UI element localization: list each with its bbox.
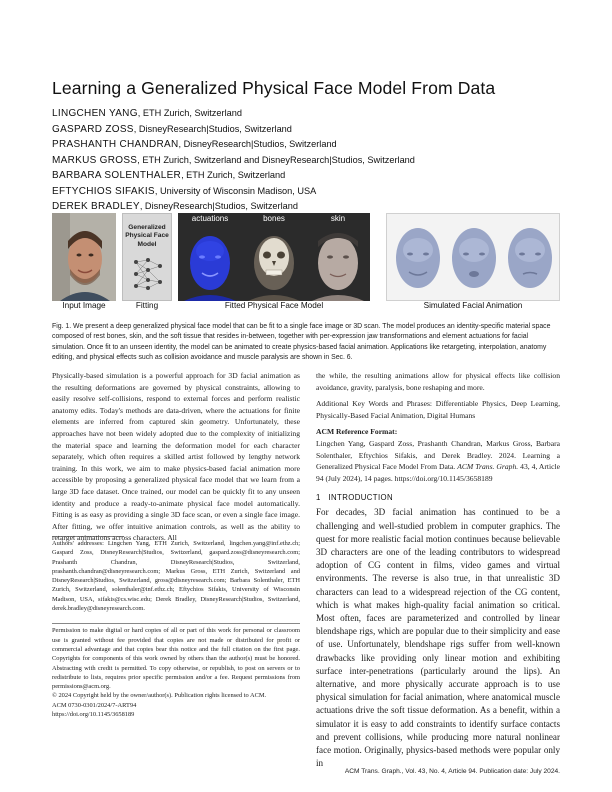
author-affiliation: , DisneyResearch|Studios, Switzerland <box>133 123 292 134</box>
simulated-animation-label: Simulated Facial Animation <box>423 301 523 310</box>
author-name: BARBARA SOLENTHALER <box>52 170 182 181</box>
input-face-photo <box>52 213 116 301</box>
author-name: GASPARD ZOSS <box>52 123 134 135</box>
author-line <box>52 184 572 200</box>
skin-face-render <box>306 213 370 301</box>
author-line <box>52 153 572 169</box>
author-line <box>52 137 572 153</box>
bones-face-render <box>242 213 306 301</box>
right-column <box>316 370 560 770</box>
actuations-label: actuations <box>191 214 229 223</box>
page-footer: ACM Trans. Graph., Vol. 43, No. 4, Article 94. Publication date: July 2024. <box>344 768 560 775</box>
reference-journal: ACM Trans. Graph. <box>457 462 519 472</box>
section-title: INTRODUCTION <box>328 493 394 503</box>
introduction-text: For decades, 3D facial animation has continued to be a challenging and well-studied problem in computer graphics. The quest for more realistic facial motion continues because believable 3D characters are one of the leading contributors to widespread adoption of CG content in films, video games and virtual environments. The reverse is also true, in that unrealistic 3D characters can lead to a widespread rejection of the CG content, which is what makes high-quality facial animation so critical. Most often, faces are parameterized and controlled by linear blendshape rigs, which are popular due to their simplicity and ease of use. Unfortunately, blendshape rigs suffer from well-known drawbacks like providing only linear motion and exhibiting surface inter-penetrations (particularly around the lips). An alternative, and more physically accurate approach is to use physical simulation for facial animation, where anatomical muscle actuations drive the soft tissue deformation. As a benefit, within a simulator it is easy to add constraints to identify surface contacts and prevent collisions, while producing more natural nonlinear face motion. Originally, physics-based methods were popular only in <box>316 507 560 769</box>
simulated-panel <box>386 213 560 301</box>
author-name: MARKUS GROSS <box>52 154 138 166</box>
author-affiliation: , DisneyResearch|Studios, Switzerland <box>178 139 337 149</box>
paper-title: Learning a Generalized Physical Face Model From Data <box>52 78 496 98</box>
reference-format <box>316 438 560 484</box>
author-name: LINGCHEN YANG <box>52 108 138 119</box>
model-box <box>122 213 172 301</box>
section-number: 1 <box>316 493 321 503</box>
neural-network-icon <box>123 254 172 294</box>
author-line <box>52 106 572 122</box>
permission-divider <box>52 623 300 624</box>
abstract-continuation: the while, the resulting animations allow for physical effects like collision avoidance, gravity, paralysis, bone reshaping and more. <box>316 371 560 392</box>
model-box-label: Generalized Physical Face Model <box>125 224 169 248</box>
copyright-note: © 2024 Copyright held by the owner/author(s). Publication rights licensed to ACM. <box>52 692 267 700</box>
keywords: Additional Key Words and Phrases: Differentiable Physics, Deep Learning, Physically-Based Facial Animation, Digital Humans <box>316 399 560 420</box>
author-affiliation: , DisneyResearch|Studios, Switzerland <box>139 201 298 211</box>
actuations-panel <box>178 213 242 301</box>
abstract-text: Physically-based simulation is a powerful approach for 3D facial animation as the resulting deformations are governed by physical constraints, allowing to easily resolve self-collisions, respond to external forces and perform realistic anatomy edits. Today's methods are data-driven, where the actuations for finite elements are inferred from captured skin geometry. Unfortunately, these approaches have not been widely adopted due to the complexity of initializing the material space and learning the deformation model for each character separately, which often requires a skilled artist followed by lengthy network training. In this work, we aim to make physics-based facial animation more accessible by proposing a generalized physical face model that we learn from a large 3D face dataset. Once trained, our model can be quickly fit to any unseen identity and produce a ready-to-animate physical face model automatically. Fitting is as easy as providing a single 3D face scan, or even a single face image. After fitting, we offer intuitive animation controls, as well as the ability to retarget animations across characters. All <box>52 371 300 543</box>
author-name: PRASHANTH CHANDRAN <box>52 139 179 150</box>
skin-panel <box>306 213 370 301</box>
author-affiliation: , ETH Zurich, Switzerland and DisneyResearch|Studios, Switzerland <box>137 154 415 165</box>
bones-label: bones <box>263 214 285 223</box>
fitted-model-label: Fitted Physical Face Model <box>224 301 324 310</box>
reference-details: 43, 4, Article 94 (July 2024), 14 pages. https://doi.org/10.1145/3658189 <box>316 462 561 483</box>
issn-note: ACM 0730-0301/2024/7-ART94 <box>52 701 137 709</box>
teaser-figure <box>52 213 560 301</box>
figure-caption: Fig. 1. We present a deep generalized physical face model that can be fit to a single face image or 3D scan. The model produces an identity-specific material space composed of rest bones, skin, and the soft tissue that resides in-between, together with per-expression jaw transformations and element actuations for facial simulation. Once fit to an unseen identity, the model can be animated to create physics-based facial animation. Applications like retargeting, interpolation, anatomy editing, and physical effects such as collision avoidance and muscle paralysis are shown in Sec. 6. <box>52 323 551 361</box>
author-affiliation: , ETH Zurich, Switzerland <box>181 170 286 180</box>
author-line <box>52 122 572 138</box>
author-affiliation: , University of Wisconsin Madison, USA <box>154 185 317 196</box>
bones-panel <box>242 213 306 301</box>
input-image-label: Input Image <box>62 301 106 310</box>
fitting-label: Fitting <box>135 301 159 310</box>
author-addresses-note: Authors' addresses: Lingchen Yang, ETH Zurich, Switzerland, lingchen.yang@inf.ethz.ch; Gaspard Zoss, DisneyResearch|Studios, Switzerland, gaspard.zoss@disneyresearch.com; Prashanth Chandran, DisneyResearch|Studios, Switzerland, prashanth.chandran@disneyresearch.com; Markus Gross, ETH Zurich, Switzerland and DisneyResearch|Studios, Switzerland, gross@disneyresearch.com; Barbara Solenthaler, ETH Zurich, Switzerland, solenthaler@inf.ethz.ch; Eftychios Sifakis, University of Wisconsin Madison, USA, sifakis@cs.wisc.edu; Derek Bradley, DisneyResearch|Studios, Switzerland, derek.bradley@disneyresearch.com. <box>52 540 300 613</box>
author-line <box>52 168 572 184</box>
author-affiliation: , ETH Zurich, Switzerland <box>137 108 242 118</box>
actuations-face-render <box>178 213 242 301</box>
section-heading <box>316 493 560 502</box>
reference-text: Lingchen Yang, Gaspard Zoss, Prashanth Chandran, Markus Gross, Barbara Solenthaler, Eftychios Sifakis, and Derek Bradley. 2024. Learning a Generalized Physical Face Model From Data. <box>316 438 560 472</box>
reference-heading: ACM Reference Format: <box>316 427 398 437</box>
author-list <box>52 106 572 215</box>
simulated-faces-render <box>387 214 560 301</box>
permission-note: Permission to make digital or hard copies of all or part of this work for personal or classroom use is granted without fee provided that copies are not made or distributed for profit or commercial advantage and that copies bear this notice and the full citation on the first page. Copyrights for components of this work owned by others than the author(s) must be honored. Abstracting with credit is permitted. To copy otherwise, or republish, to post on servers or to redistribute to lists, requires prior specific permission and/or a fee. Request permissions from permissions@acm.org. <box>52 627 300 691</box>
input-image <box>52 213 116 301</box>
author-name: EFTYCHIOS SIFAKIS <box>52 185 155 197</box>
skin-label: skin <box>330 214 346 223</box>
left-column <box>52 370 300 719</box>
author-name: DEREK BRADLEY <box>52 201 140 212</box>
doi-note: https://doi.org/10.1145/3658189 <box>52 711 135 719</box>
